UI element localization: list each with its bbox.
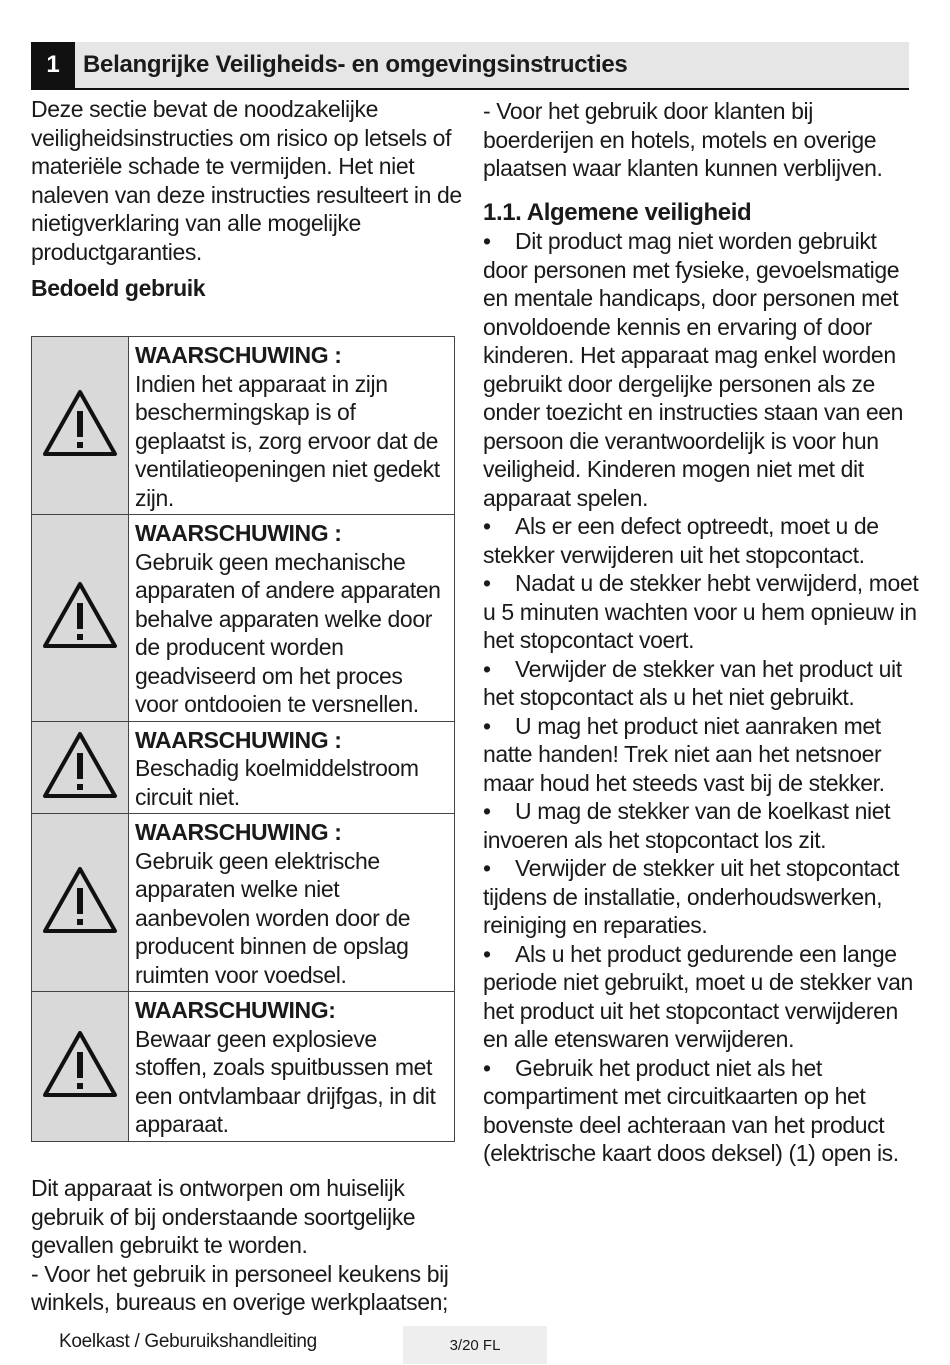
intended-use-heading: Bedoeld gebruik — [31, 275, 206, 301]
warning-title: WAARSCHUWING : — [135, 819, 342, 845]
bullet-icon: • — [483, 228, 491, 254]
list-item-text: Verwijder de stekker uit het stopcontact tijdens de installatie, onderhoudswerken, reiniging en reparaties. — [483, 855, 900, 938]
designed-use-block — [31, 1174, 471, 1317]
warning-icon-cell — [32, 515, 129, 722]
bullet-icon: • — [483, 570, 491, 596]
bullet-icon: • — [483, 655, 491, 682]
warning-title: WAARSCHUWING : — [135, 342, 342, 368]
list-item — [483, 797, 923, 854]
warning-row — [32, 337, 455, 515]
bullet-icon: • — [483, 855, 491, 881]
bullet-icon: • — [483, 513, 491, 539]
list-item — [483, 854, 923, 940]
warning-text-cell — [129, 814, 455, 992]
chapter-title: Belangrijke Veiligheids- en omgevingsinstructies — [83, 51, 628, 78]
farms-hotels-item: - Voor het gebruik door klanten bij boerderijen en hotels, motels en overige plaatsen waar klanten kunnen verblijven. — [483, 98, 883, 181]
warning-text-cell — [129, 337, 455, 515]
list-item-text: Als er een defect optreedt, moet u de stekker verwijderen uit het stopcontact. — [483, 513, 879, 568]
right-column — [483, 97, 923, 1168]
warnings-table — [31, 336, 455, 1142]
warning-text-cell — [129, 721, 455, 814]
general-safety-heading: 1.1. Algemene veiligheid — [483, 198, 752, 226]
warning-body: Gebruik geen elektrische apparaten welke niet aanbevolen worden door de producent binnen de opslag ruimten voor voedsel. — [135, 847, 411, 988]
list-item-text: Gebruik het product niet als het compartiment met circuitkaarten op het bovenste deel achteraan van het product (elektrische kaart doos deksel) (1) open is. — [483, 1054, 899, 1166]
list-item — [483, 1054, 923, 1168]
designed-use-paragraph: Dit apparaat is ontworpen om huiselijk gebruik of bij onderstaande soortgelijke gevallen gebruikt te worden. — [31, 1175, 416, 1258]
list-item — [483, 655, 923, 712]
warning-icon-cell — [32, 337, 129, 515]
chapter-number: 1 — [31, 42, 75, 88]
list-item-text: Dit product mag niet worden gebruikt door personen met fysieke, gevoelsmatige en mentale handicaps, door personen met onvoldoende kennis en ervaring of door kinderen. Het apparaat mag enkel worden gebruikt door dergelijke personen als ze onder toezicht en instructies staan van een persoon die verantwoordelijk is voor hun veiligheid. Kinderen mogen niet met dit apparaat spelen. — [483, 228, 904, 511]
warning-icon-cell — [32, 721, 129, 814]
footer-manual-title: Koelkast / Geburuikshandleiting — [59, 1331, 317, 1352]
list-item-text: Verwijder de stekker van het product uit het stopcontact als u het niet gebruikt. — [483, 655, 902, 710]
bullet-icon: • — [483, 798, 491, 824]
list-item — [483, 940, 923, 1054]
warning-triangle-icon — [42, 389, 118, 457]
warning-title: WAARSCHUWING : — [135, 520, 342, 546]
warning-icon-cell — [32, 814, 129, 992]
warning-body: Indien het apparaat in zijn beschermingskap is of geplaatst is, zorg ervoor dat de ventilatieopeningen niet gedekt zijn. — [135, 370, 440, 511]
left-column — [31, 95, 471, 303]
bullet-icon: • — [483, 1054, 491, 1081]
list-item-text: U mag de stekker van de koelkast niet invoeren als het stopcontact los zit. — [483, 798, 891, 853]
warning-triangle-icon — [42, 581, 118, 649]
warning-body: Gebruik geen mechanische apparaten of andere apparaten behalve apparaten welke door de producent worden geadviseerd om het proces voor ontdooien te versnellen. — [135, 548, 441, 717]
list-item — [483, 712, 923, 798]
warning-triangle-icon — [42, 731, 118, 799]
warning-row — [32, 515, 455, 722]
warning-row — [32, 992, 455, 1142]
warning-body: Beschadig koelmiddelstroom circuit niet. — [135, 755, 419, 810]
warning-body: Bewaar geen explosieve stoffen, zoals spuitbussen met een ontvlambaar drijfgas, in dit apparaat. — [135, 1025, 436, 1137]
warning-row — [32, 814, 455, 992]
warning-text-cell — [129, 992, 455, 1142]
warning-triangle-icon — [42, 1030, 118, 1098]
list-item-text: Nadat u de stekker hebt verwijderd, moet u 5 minuten wachten voor u hem opnieuw in het stopcontact voert. — [483, 570, 919, 653]
warning-row — [32, 721, 455, 814]
bullet-icon: • — [483, 940, 491, 967]
list-item-text: U mag het product niet aanraken met natte handen! Trek niet aan het netsnoer maar houd het steeds vast bij de stekker. — [483, 712, 885, 796]
list-item — [483, 227, 923, 512]
chapter-header — [31, 42, 909, 90]
bullet-icon: • — [483, 712, 491, 739]
warning-text-cell — [129, 515, 455, 722]
staff-kitchens-item: - Voor het gebruik in personeel keukens bij winkels, bureaus en overige werkplaatsen; — [31, 1260, 449, 1315]
footer-page-number: 3/20 FL — [403, 1326, 547, 1364]
warning-triangle-icon — [42, 866, 118, 934]
warning-icon-cell — [32, 992, 129, 1142]
warning-title: WAARSCHUWING : — [135, 726, 342, 753]
list-item-text: Als u het product gedurende een lange periode niet gebruikt, moet u de stekker van het product uit het stopcontact verwijderen en alle etenswaren verwijderen. — [483, 940, 913, 1052]
intro-paragraph: Deze sectie bevat de noodzakelijke veiligheidsinstructies om risico op letsels of materiële schade te vermijden. Het niet naleven van deze instructies resulteert in de nietigverklaring van alle mogelijke productgaranties. — [31, 96, 462, 265]
list-item — [483, 569, 923, 655]
list-item — [483, 512, 923, 569]
warning-title: WAARSCHUWING: — [135, 997, 336, 1023]
